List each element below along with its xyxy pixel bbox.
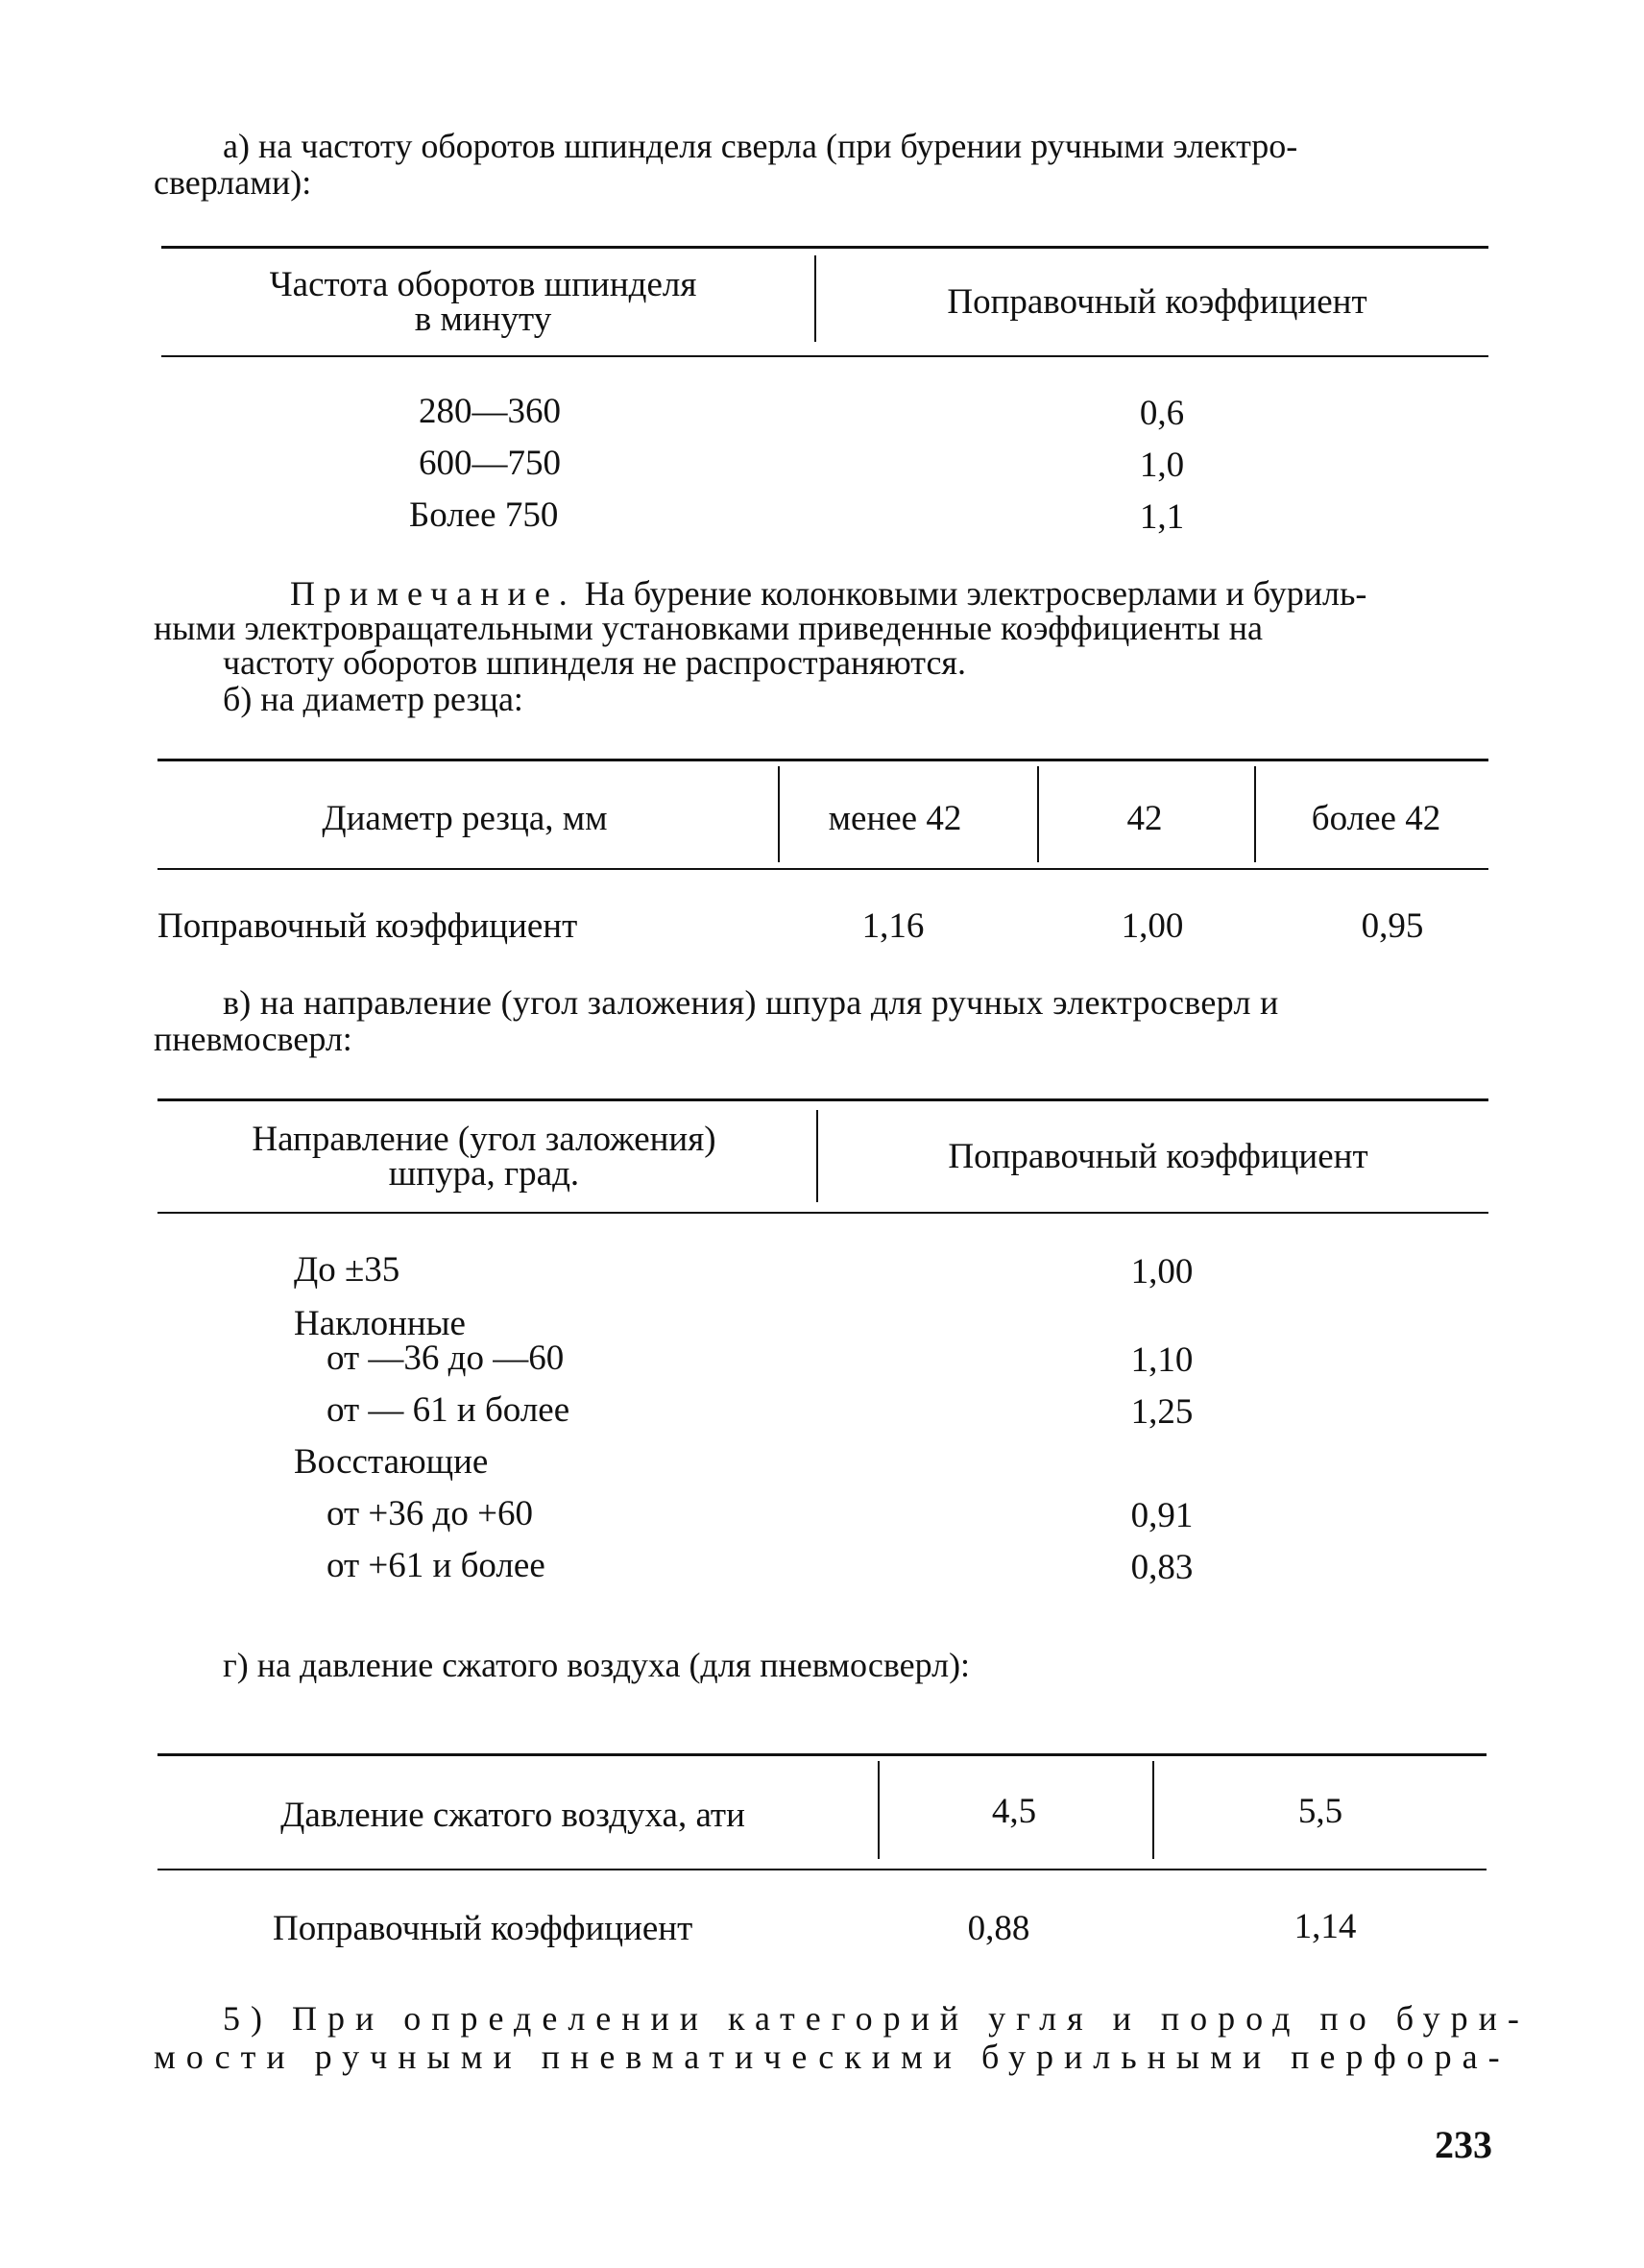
table-v-header-col2: Поправочный коэффициент [948, 1137, 1368, 1176]
table-row-group-label: Восстающие [294, 1442, 489, 1482]
table-b-value: 0,95 [1361, 906, 1424, 946]
table-a-header-divider [814, 255, 816, 342]
table-row-coef: 0,83 [1130, 1548, 1194, 1587]
table-b-top-rule [157, 759, 1488, 761]
table-g-top-rule [157, 1753, 1487, 1756]
table-row-label: от +36 до +60 [326, 1494, 533, 1533]
table-b-value: 1,16 [861, 906, 925, 946]
table-g-value: 0,88 [967, 1909, 1030, 1948]
table-b-header-col3: более 42 [1311, 799, 1441, 838]
table-g-header-col1: 4,5 [991, 1792, 1037, 1831]
table-g-header-rule [157, 1869, 1487, 1870]
intro-v-line2: пневмосверл: [154, 1020, 352, 1058]
table-b-divider-3 [1254, 766, 1256, 862]
table-v-header-rule [157, 1212, 1488, 1214]
table-b-header-col2: 42 [1126, 799, 1163, 838]
table-a-header-rule [161, 355, 1488, 357]
table-row-label: от — 61 и более [326, 1390, 570, 1430]
table-b-header-label: Диаметр резца, мм [322, 799, 608, 838]
table-row-label: от —36 до —60 [326, 1339, 565, 1378]
intro-v-line1: в) на направление (угол заложения) шпура для ручных электросверл и [223, 983, 1279, 1022]
note-line3: частоту оборотов шпинделя не распространяются. [223, 643, 966, 682]
note-line1-rest: На бурение колонковыми электросверлами и буриль- [584, 574, 1367, 613]
table-a-header-col1-line2: в минуту [414, 300, 552, 339]
page-number: 233 [1435, 2123, 1492, 2166]
table-g-header-label: Давление сжатого воздуха, ати [280, 1796, 745, 1835]
table-v-header-col1-line2: шпура, град. [388, 1154, 580, 1194]
table-row-coef: 1,10 [1130, 1340, 1194, 1380]
table-v-header-divider [816, 1110, 818, 1202]
note-label: Примечание. [290, 574, 576, 613]
table-row-group-label: Наклонные [294, 1304, 466, 1343]
table-row-range: 280—360 [419, 392, 561, 431]
table-row-coef: 1,0 [1139, 446, 1185, 485]
table-row-range: 600—750 [419, 444, 561, 483]
table-row-coef: 0,6 [1139, 394, 1185, 433]
table-b-row-label: Поправочный коэффициент [157, 906, 578, 946]
note-line2: ными электровращательными установками приведенные коэффициенты на [154, 609, 1263, 647]
table-a-header-col2: Поправочный коэффициент [947, 282, 1367, 322]
table-g-header-col2: 5,5 [1297, 1792, 1343, 1831]
table-g-value: 1,14 [1293, 1907, 1357, 1946]
footer-line1: 5) При определении категорий угля и пород по бури- [223, 1999, 1530, 2038]
table-row-range: Более 750 [409, 495, 559, 535]
table-a-top-rule [161, 246, 1488, 249]
table-b-header-rule [157, 868, 1488, 870]
footer-line2: мости ручными пневматическими бурильными перфора- [154, 2038, 1511, 2076]
table-row-coef: 0,91 [1130, 1496, 1194, 1535]
table-v-header-col1-line1: Направление (угол заложения) [252, 1120, 716, 1159]
intro-g: г) на давление сжатого воздуха (для пневмосверл): [223, 1646, 971, 1684]
table-b-header-col1: менее 42 [828, 799, 962, 838]
table-v-top-rule [157, 1098, 1488, 1101]
table-row-label: До ±35 [294, 1250, 400, 1290]
table-row-coef: 1,25 [1130, 1392, 1194, 1432]
intro-b: б) на диаметр резца: [223, 680, 523, 718]
table-row-label: от +61 и более [326, 1546, 545, 1585]
table-b-value: 1,00 [1121, 906, 1184, 946]
intro-a-line2: сверлами): [154, 163, 312, 202]
table-g-row-label: Поправочный коэффициент [273, 1909, 693, 1948]
table-row-coef: 1,1 [1139, 497, 1185, 537]
table-row-coef: 1,00 [1130, 1252, 1194, 1291]
table-a-header-col1-line1: Частота оборотов шпинделя [269, 265, 697, 304]
intro-a-line1: а) на частоту оборотов шпинделя сверла (при бурении ручными электро- [223, 127, 1298, 165]
